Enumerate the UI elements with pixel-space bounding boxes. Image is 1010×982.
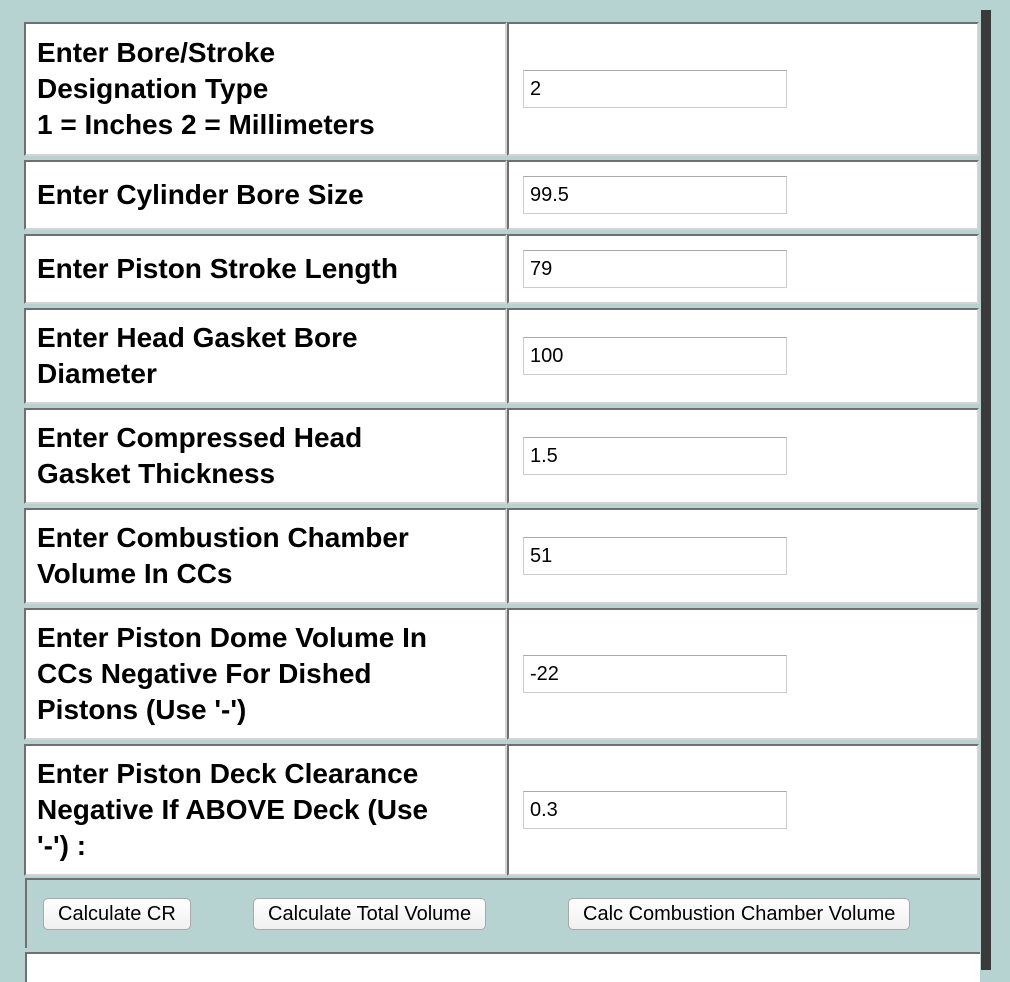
label-line: Gasket Thickness [37, 458, 276, 489]
dome-volume-label [24, 608, 507, 740]
results-area-top [25, 952, 980, 982]
table-row [24, 744, 979, 876]
label-line: Enter Piston Dome Volume In [37, 622, 427, 653]
head-gasket-bore-cell [507, 308, 979, 404]
deck-clearance-input[interactable] [523, 791, 787, 829]
label-line: Pistons (Use '-') [37, 694, 247, 725]
cylinder-bore-cell [507, 160, 979, 230]
table-row [24, 508, 979, 604]
dome-volume-cell [507, 608, 979, 740]
label-line: Designation Type [37, 73, 269, 104]
deck-clearance-label [24, 744, 507, 876]
piston-stroke-input[interactable] [523, 250, 787, 288]
bore-stroke-type-cell [507, 22, 979, 156]
chamber-volume-input[interactable] [523, 537, 787, 575]
table-row [24, 22, 979, 156]
label-line: Enter Piston Stroke Length [37, 253, 398, 284]
calc-combustion-chamber-volume-button[interactable]: Calc Combustion Chamber Volume [568, 898, 910, 930]
head-gasket-bore-input[interactable] [523, 337, 787, 375]
table-row [24, 308, 979, 404]
head-gasket-bore-label [24, 308, 507, 404]
cylinder-bore-input[interactable] [523, 176, 787, 214]
piston-stroke-cell [507, 234, 979, 304]
table-row [24, 408, 979, 504]
calculate-cr-button[interactable]: Calculate CR [43, 898, 191, 930]
label-line: Enter Piston Deck Clearance [37, 758, 419, 789]
button-bar [25, 878, 980, 948]
chamber-volume-label [24, 508, 507, 604]
label-line: CCs Negative For Dished [37, 658, 372, 689]
calculate-total-volume-button[interactable]: Calculate Total Volume [253, 898, 486, 930]
gasket-thickness-label [24, 408, 507, 504]
label-line: Diameter [37, 358, 157, 389]
calculator-frame [15, 10, 991, 970]
label-line: Enter Cylinder Bore Size [37, 179, 364, 210]
label-line: Enter Combustion Chamber [37, 522, 409, 553]
label-line: '-') : [37, 830, 87, 861]
bore-stroke-type-label [24, 22, 507, 156]
gasket-thickness-cell [507, 408, 979, 504]
chamber-volume-cell [507, 508, 979, 604]
table-row [24, 608, 979, 740]
label-line: Enter Head Gasket Bore [37, 322, 358, 353]
label-line: 1 = Inches 2 = Millimeters [37, 109, 375, 140]
gasket-thickness-input[interactable] [523, 437, 787, 475]
piston-stroke-label [24, 234, 507, 304]
table-row [24, 234, 979, 304]
label-line: Enter Bore/Stroke [37, 37, 276, 68]
bore-stroke-type-input[interactable] [523, 70, 787, 108]
table-row [24, 160, 979, 230]
label-line: Volume In CCs [37, 558, 233, 589]
label-line: Enter Compressed Head [37, 422, 363, 453]
label-line: Negative If ABOVE Deck (Use [37, 794, 429, 825]
deck-clearance-cell [507, 744, 979, 876]
dome-volume-input[interactable] [523, 655, 787, 693]
input-table [24, 22, 979, 876]
cylinder-bore-label [24, 160, 507, 230]
